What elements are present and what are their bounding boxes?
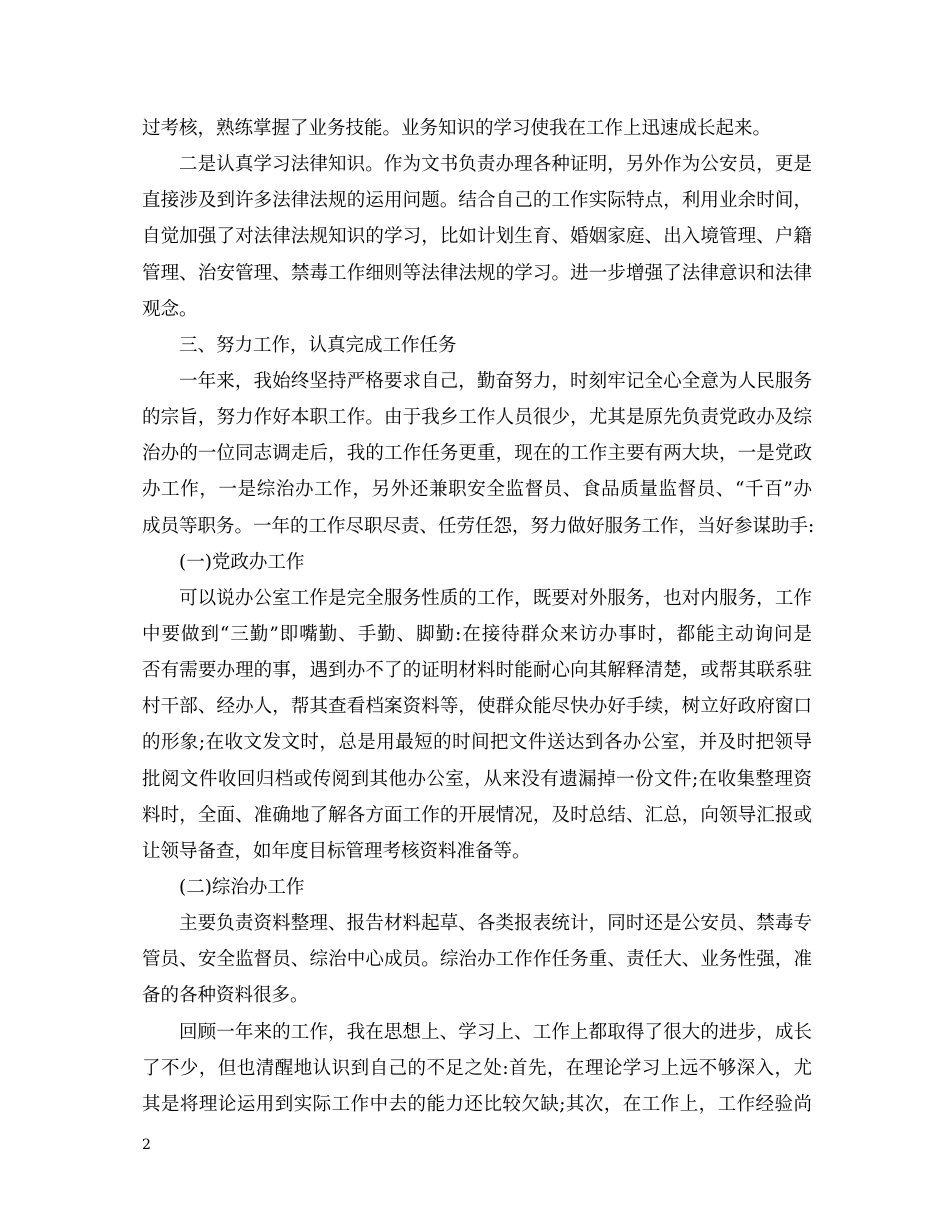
text-line: 管员、安全监督员、综治中心成员。综治办工作作任务重、责任大、业务性强，准 bbox=[142, 949, 812, 971]
text-line: 备的各种资料很多。 bbox=[142, 985, 309, 1007]
text-line: 管理、治安管理、禁毒工作细则等法律法规的学习。进一步增强了法律意识和法律 bbox=[142, 262, 812, 284]
text-line: 回顾一年来的工作，我在思想上、学习上、工作上都取得了很大的进步，成长 bbox=[179, 1021, 812, 1043]
page-number: 2 bbox=[142, 1137, 151, 1153]
text-line: 观念。 bbox=[142, 298, 198, 320]
text-line: (一)党政办工作 bbox=[179, 551, 305, 573]
text-line: 村干部、经办人，帮其查看档案资料等，使群众能尽快办好手续，树立好政府窗口 bbox=[142, 696, 812, 718]
text-line: 否有需要办理的事，遇到办不了的证明材料时能耐心向其解释清楚，或帮其联系驻 bbox=[142, 660, 812, 682]
text-line: 的形象;在收文发文时，总是用最短的时间把文件送达到各办公室，并及时把领导 bbox=[142, 732, 812, 754]
text-line: 过考核，熟练掌握了业务技能。业务知识的学习使我在工作上迅速成长起来。 bbox=[142, 118, 772, 139]
text-line: 料时，全面、准确地了解各方面工作的开展情况，及时总结、汇总，向领导汇报或 bbox=[142, 804, 812, 826]
text-line: 主要负责资料整理、报告材料起草、各类报表统计，同时还是公安员、禁毒专 bbox=[179, 913, 812, 935]
text-line: 可以说办公室工作是完全服务性质的工作，既要对外服务，也对内服务，工作 bbox=[179, 587, 812, 609]
text-line: 让领导备查，如年度目标管理考核资料准备等。 bbox=[142, 840, 531, 862]
text-line: 二是认真学习法律知识。作为文书负责办理各种证明，另外作为公安员，更是 bbox=[179, 154, 812, 176]
body-text bbox=[142, 111, 815, 1123]
text-line: 了不少，但也清醒地认识到自己的不足之处:首先，在理论学习上远不够深入，尤 bbox=[142, 1057, 812, 1079]
text-line: 批阅文件收回归档或传阅到其他办公室，从来没有遗漏掉一份文件;在收集整理资 bbox=[142, 768, 812, 790]
text-line: 一年来，我始终坚持严格要求自己，勤奋努力，时刻牢记全心全意为人民服务 bbox=[179, 370, 812, 392]
text-line: 的宗旨，努力作好本职工作。由于我乡工作人员很少，尤其是原先负责党政办及综 bbox=[142, 407, 812, 429]
text-line: 直接涉及到许多法律法规的运用问题。结合自己的工作实际特点，利用业余时间， bbox=[142, 190, 812, 212]
text-line: 中要做到“三勤”即嘴勤、手勤、脚勤:在接待群众来访办事时，都能主动询问是 bbox=[142, 623, 812, 645]
text-line: 其是将理论运用到实际工作中去的能力还比较欠缺;其次，在工作上，工作经验尚 bbox=[142, 1093, 812, 1115]
text-line: 治办的一位同志调走后，我的工作任务更重，现在的工作主要有两大块，一是党政 bbox=[142, 443, 812, 465]
text-line: 成员等职务。一年的工作尽职尽责、任劳任怨，努力做好服务工作，当好参谋助手: bbox=[142, 515, 815, 537]
text-line: 三、努力工作，认真完成工作任务 bbox=[179, 334, 457, 356]
text-line: 办工作，一是综治办工作，另外还兼职安全监督员、食品质量监督员、“千百”办 bbox=[142, 479, 812, 501]
text-line: 自觉加强了对法律法规知识的学习，比如计划生育、婚姻家庭、出入境管理、户籍 bbox=[142, 226, 812, 248]
text-line: (二)综治办工作 bbox=[179, 876, 305, 898]
